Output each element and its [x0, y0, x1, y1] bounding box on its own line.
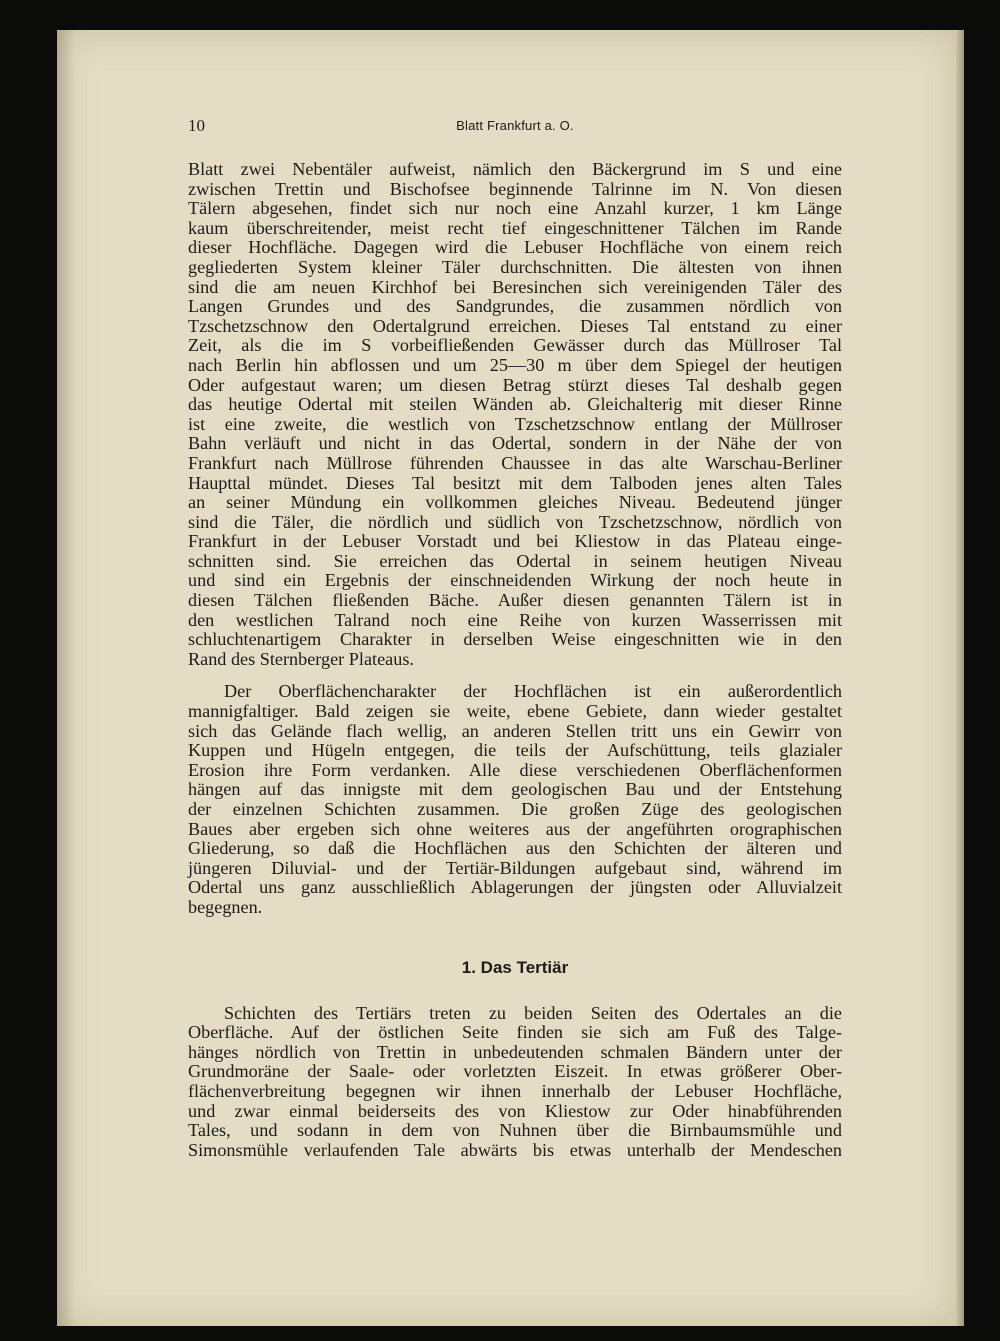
text-line: sind die Täler, die nördlich und südlich von Tzschetzschnow, nördlich von: [188, 511, 842, 532]
text-line: Tales, und sodann in dem von Nuhnen über die Birnbaumsmühle und: [188, 1120, 842, 1141]
text-line: ist eine zweite, die westlich von Tzschetzschnow entlang der Müllroser: [188, 413, 842, 434]
text-line: Erosion ihre Form verdanken. Alle diese verschiedenen Oberflächenformen: [188, 759, 842, 780]
text-line: Oberfläche. Auf der östlichen Seite finden sie sich am Fuß des Talge-: [188, 1022, 842, 1043]
text-line: dieser Hochfläche. Dagegen wird die Lebuser Hochfläche von einem reich: [188, 237, 842, 258]
text-line: diesen Tälchen fließenden Bäche. Außer diesen genannten Tälern ist in: [188, 590, 842, 611]
paragraph-2: [188, 682, 842, 917]
text-line: Simonsmühle verlaufenden Tale abwärts bis etwas unterhalb der Mendeschen: [188, 1139, 842, 1160]
section-heading: 1. Das Tertiär: [461, 957, 569, 977]
text-line: Der Oberflächencharakter der Hochflächen ist ein außerordentlich: [224, 681, 842, 702]
text-line: gegliederten System kleiner Täler durchschnitten. Die ältesten von ihnen: [188, 256, 842, 277]
text-line: flächenverbreitung begegnen wir ihnen innerhalb der Lebuser Hochfläche,: [188, 1080, 842, 1101]
text-line: Blatt zwei Nebentäler aufweist, nämlich den Bäckergrund im S und eine: [188, 159, 842, 179]
page-edge: [956, 30, 964, 1326]
text-line: Baues aber ergeben sich ohne weiteres aus der angeführten orographischen: [188, 818, 842, 839]
text-line: Rand des Sternberger Plateaus.: [188, 648, 414, 669]
text-line: Schichten des Tertiärs treten zu beiden Seiten des Odertales an die: [224, 1002, 842, 1023]
text-line: Langen Grundes und des Sandgrundes, die zusammen nördlich von: [188, 296, 842, 317]
text-line: der einzelnen Schichten zusammen. Die großen Züge des geologischen: [188, 799, 842, 819]
text-line: Tälern abgesehen, findet sich nur noch eine Anzahl kurzer, 1 km Länge: [188, 198, 842, 219]
text-line: Haupttal mündet. Dieses Tal besitzt mit dem Talboden jenes alten Tales: [188, 472, 842, 493]
text-line: schnitten sind. Sie erreichen das Odertal in seinem heutigen Niveau: [188, 550, 842, 571]
text-line: sich das Gelände flach wellig, an anderen Stellen tritt uns ein Gewirr von: [188, 720, 842, 741]
text-line: das heutige Odertal mit steilen Wänden ab. Gleichalterig mit dieser Rinne: [188, 394, 842, 415]
text-line: Kuppen und Hügeln entgegen, die teils der Aufschüttung, teils glazialer: [188, 740, 842, 761]
text-line: kaum überschreitender, meist recht tief eingeschnittener Tälchen im Rande: [188, 217, 842, 238]
text-line: Zeit, als die im S vorbeifließenden Gewässer durch das Müllroser Tal: [188, 335, 842, 356]
text-line: Tzschetzschnow den Odertalgrund erreichen. Dieses Tal entstand zu einer: [188, 315, 842, 336]
text-line: Frankfurt in der Lebuser Vorstadt und bei Kliestow in das Plateau einge-: [188, 531, 842, 552]
paragraph-1: [188, 160, 842, 669]
text-line: hängen auf das innigste mit dem geologischen Bau und der Entstehung: [188, 779, 842, 800]
text-line: und sind ein Ergebnis der einschneidenden Wirkung der noch heute in: [188, 570, 842, 591]
text-line: begegnen.: [188, 896, 263, 917]
page-number: 10: [188, 116, 205, 135]
text-line: Bahn verläuft und nicht in das Odertal, sondern in der Nähe der von: [188, 433, 842, 454]
text-line: Odertal uns ganz ausschließlich Ablagerungen der jüngsten oder Alluvialzeit: [188, 877, 842, 898]
text-line: nach Berlin hin abflossen und um 25—30 m über dem Spiegel der heutigen: [188, 354, 842, 375]
text-line: Frankfurt nach Müllrose führenden Chaussee in das alte Warschau-Berliner: [188, 452, 842, 473]
text-line: zwischen Trettin und Bischofsee beginnende Talrinne im N. Von diesen: [188, 178, 842, 199]
text-line: den westlichen Talrand noch eine Reihe von kurzen Wasserrissen mit: [188, 609, 842, 630]
text-line: schluchtenartigem Charakter in derselben Weise eingeschnitten wie in den: [188, 629, 842, 650]
body-text: [188, 160, 842, 1160]
text-line: mannigfaltiger. Bald zeigen sie weite, ebene Gebiete, dann wieder gestaltet: [188, 701, 842, 722]
text-line: an seiner Mündung ein vollkommen gleiches Niveau. Bedeutend jünger: [188, 492, 842, 513]
text-line: und zwar einmal beiderseits des von Kliestow zur Oder hinabführenden: [188, 1100, 842, 1121]
text-line: Gliederung, so daß die Hochflächen aus den Schichten der älteren und: [188, 838, 842, 859]
text-line: Grundmoräne der Saale- oder vorletzten Eiszeit. In etwas größerer Ober-: [188, 1061, 842, 1082]
text-line: sind die am neuen Kirchhof bei Beresinchen sich vereinigenden Täler des: [188, 276, 842, 297]
page-fold-shadow: [57, 30, 75, 1326]
text-line: Oder aufgestaut waren; um diesen Betrag stürzt dieses Tal deshalb gegen: [188, 374, 842, 395]
running-title: Blatt Frankfurt a. O.: [456, 118, 574, 133]
page-header: [188, 116, 842, 138]
text-line: jüngeren Diluvial- und der Tertiär-Bildungen aufgebaut sind, während im: [188, 857, 842, 878]
paragraph-3: [188, 1004, 842, 1161]
text-line: hänges nördlich von Trettin in unbedeutenden schmalen Bändern unter der: [188, 1041, 842, 1062]
